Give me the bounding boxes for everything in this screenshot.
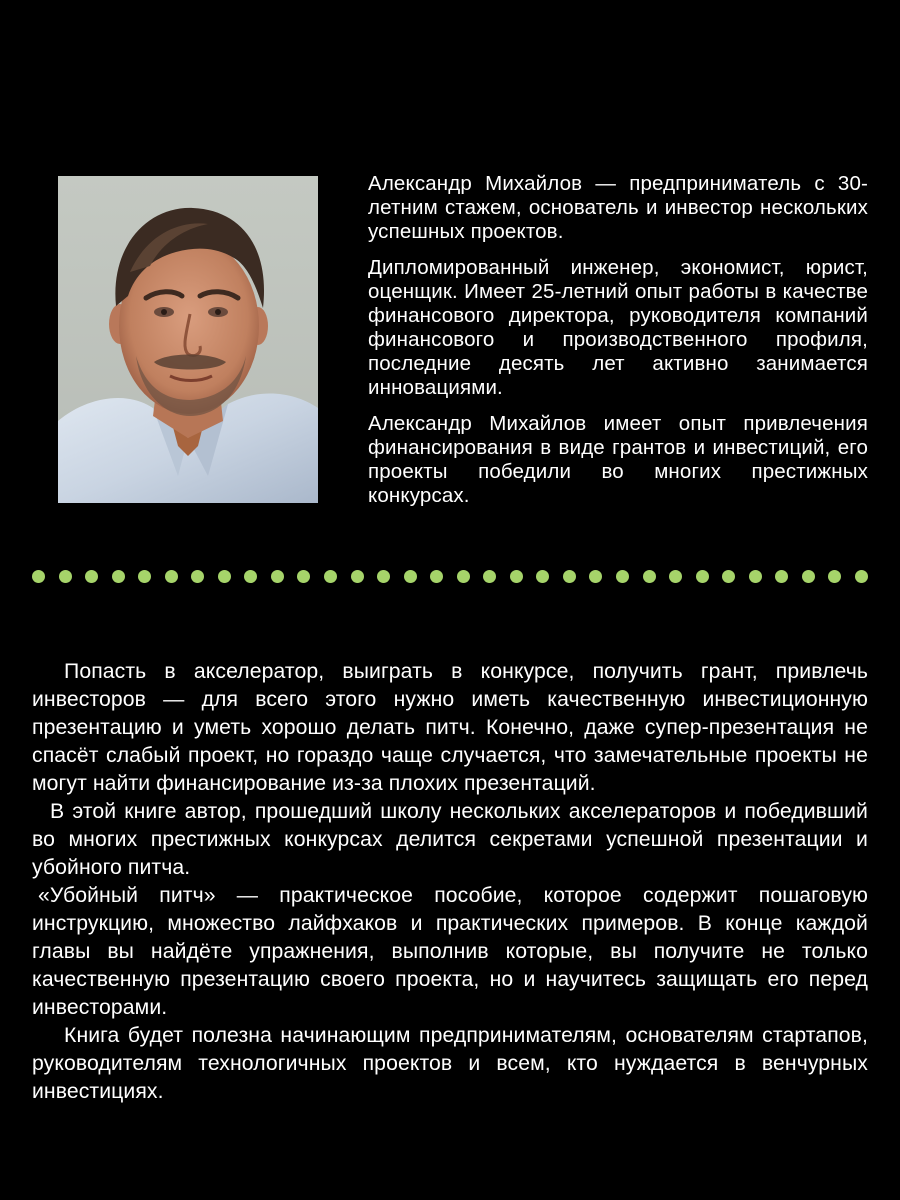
bio-paragraph: Александр Михайлов имеет опыт привлечения финансирования в виде грантов и инвестиций, его проекты победили во многих престижных конкурсах.: [368, 412, 868, 507]
divider-dot: [563, 570, 576, 583]
divider-dot: [244, 570, 257, 583]
annotation-paragraph: В этой книге автор, прошедший школу нескольких акселераторов и победивший во многих престижных конкурсах делится секретами успешной презентации и убойного питча.: [32, 800, 868, 879]
divider-dot: [191, 570, 204, 583]
divider-dot: [32, 570, 45, 583]
divider-dot: [138, 570, 151, 583]
divider-dot: [271, 570, 284, 583]
divider-dot: [828, 570, 841, 583]
divider-dot: [351, 570, 364, 583]
divider-dot: [669, 570, 682, 583]
dotted-divider: [32, 568, 868, 584]
divider-dot: [165, 570, 178, 583]
divider-dot: [297, 570, 310, 583]
divider-dot: [430, 570, 443, 583]
divider-dot: [59, 570, 72, 583]
annotation-paragraph: Книга будет полезна начинающим предпринимателям, основателям стартапов, руководителям технологичных проектов и всем, кто нуждается в венчурных инвестициях.: [32, 1024, 868, 1103]
divider-dot: [696, 570, 709, 583]
divider-dot: [802, 570, 815, 583]
divider-dot: [775, 570, 788, 583]
divider-dot: [457, 570, 470, 583]
divider-dot: [536, 570, 549, 583]
divider-dot: [722, 570, 735, 583]
book-annotation: [32, 658, 868, 1106]
divider-dot: [377, 570, 390, 583]
divider-dot: [510, 570, 523, 583]
bio-paragraph: Александр Михайлов — предприниматель с 30-летним стажем, основатель и инвестор нескольких успешных проектов.: [368, 172, 868, 243]
author-photo: [58, 176, 318, 503]
divider-dot: [749, 570, 762, 583]
divider-dot: [855, 570, 868, 583]
bio-paragraph: Дипломированный инженер, экономист, юрист, оценщик. Имеет 25-летний опыт работы в качестве финансового директора, руководителя компаний финансового и производственного профиля, последние десять лет активно занимается инновациями.: [368, 256, 868, 399]
divider-dot: [218, 570, 231, 583]
divider-dot: [616, 570, 629, 583]
divider-dot: [404, 570, 417, 583]
divider-dot: [324, 570, 337, 583]
divider-dot: [589, 570, 602, 583]
divider-dot: [643, 570, 656, 583]
divider-dot: [85, 570, 98, 583]
divider-dot: [483, 570, 496, 583]
author-bio: [368, 172, 868, 520]
author-portrait-icon: [58, 176, 318, 503]
annotation-paragraph: Попасть в акселератор, выиграть в конкурсе, получить грант, привлечь инвесторов — для всего этого нужно иметь качественную инвестиционную презентацию и уметь хорошо делать питч. Конечно, даже супер-презентация не спасёт слабый проект, но гораздо чаще случается, что замечательные проекты не могут найти финансирование из-за плохих презентаций.: [32, 660, 868, 795]
annotation-paragraph: «Убойный питч» — практическое пособие, которое содержит пошаговую инструкцию, множество лайфхаков и практических примеров. В конце каждой главы вы найдёте упражнения, выполнив которые, вы получите не только качественную презентацию своего проекта, но и научитесь защищать его перед инвесторами.: [32, 884, 868, 1019]
divider-dot: [112, 570, 125, 583]
